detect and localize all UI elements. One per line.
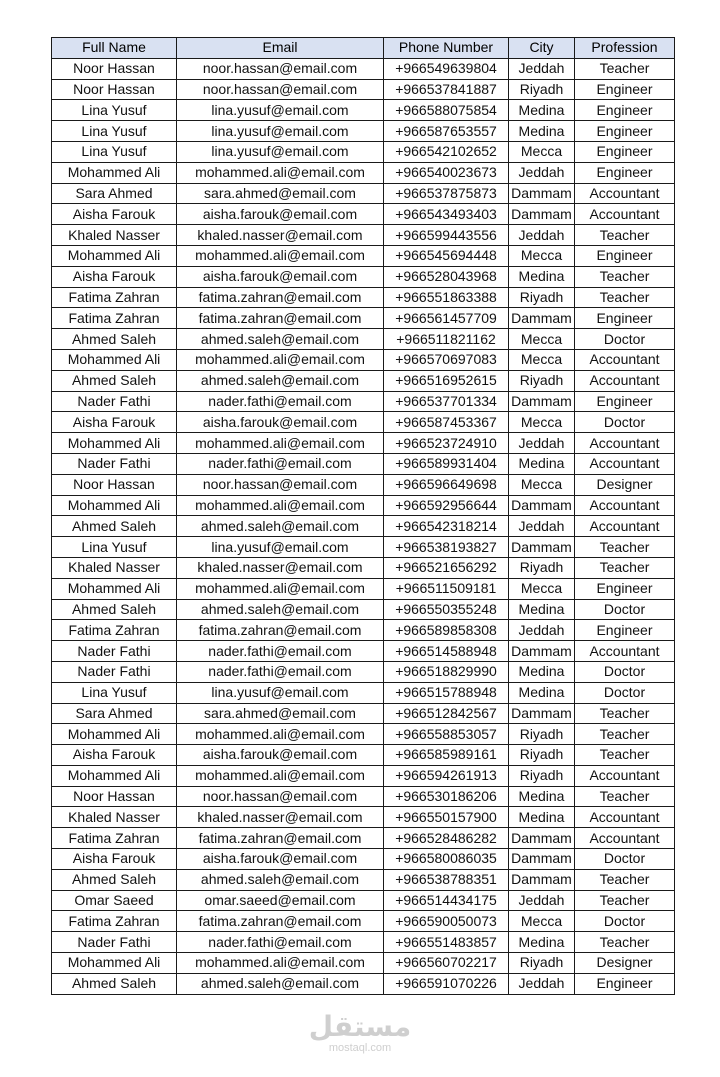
cell-email: sara.ahmed@email.com — [177, 183, 384, 204]
cell-email: nader.fathi@email.com — [177, 641, 384, 662]
cell-phone-number: +966537701334 — [384, 391, 509, 412]
cell-profession: Teacher — [575, 287, 675, 308]
cell-profession: Doctor — [575, 682, 675, 703]
cell-email: ahmed.saleh@email.com — [177, 599, 384, 620]
cell-full-name: Aisha Farouk — [52, 412, 177, 433]
table-row — [52, 183, 675, 204]
cell-phone-number: +966516952615 — [384, 370, 509, 391]
cell-full-name: Lina Yusuf — [52, 682, 177, 703]
mostaql-watermark — [300, 1012, 420, 1054]
cell-full-name: Ahmed Saleh — [52, 370, 177, 391]
table-row — [52, 953, 675, 974]
cell-profession: Doctor — [575, 599, 675, 620]
cell-city: Medina — [509, 932, 575, 953]
cell-profession: Engineer — [575, 100, 675, 121]
cell-phone-number: +966590050073 — [384, 911, 509, 932]
cell-phone-number: +966580086035 — [384, 849, 509, 870]
cell-email: fatima.zahran@email.com — [177, 308, 384, 329]
cell-city: Dammam — [509, 849, 575, 870]
table-row — [52, 745, 675, 766]
cell-profession: Teacher — [575, 745, 675, 766]
cell-city: Riyadh — [509, 765, 575, 786]
cell-city: Dammam — [509, 703, 575, 724]
cell-full-name: Nader Fathi — [52, 391, 177, 412]
cell-email: mohammed.ali@email.com — [177, 162, 384, 183]
cell-phone-number: +966589858308 — [384, 620, 509, 641]
cell-profession: Engineer — [575, 162, 675, 183]
cell-email: lina.yusuf@email.com — [177, 537, 384, 558]
table-row — [52, 495, 675, 516]
cell-phone-number: +966594261913 — [384, 765, 509, 786]
header-phone-number: Phone Number — [384, 38, 509, 59]
cell-email: noor.hassan@email.com — [177, 786, 384, 807]
cell-phone-number: +966540023673 — [384, 162, 509, 183]
cell-phone-number: +966514434175 — [384, 890, 509, 911]
cell-profession: Accountant — [575, 495, 675, 516]
cell-profession: Accountant — [575, 807, 675, 828]
cell-phone-number: +966551483857 — [384, 932, 509, 953]
cell-phone-number: +966551863388 — [384, 287, 509, 308]
cell-full-name: Omar Saeed — [52, 890, 177, 911]
cell-full-name: Nader Fathi — [52, 661, 177, 682]
cell-phone-number: +966550355248 — [384, 599, 509, 620]
cell-city: Dammam — [509, 641, 575, 662]
cell-profession: Doctor — [575, 412, 675, 433]
table-row — [52, 849, 675, 870]
cell-profession: Teacher — [575, 932, 675, 953]
cell-phone-number: +966587453367 — [384, 412, 509, 433]
table-row — [52, 453, 675, 474]
table-row — [52, 516, 675, 537]
cell-email: mohammed.ali@email.com — [177, 765, 384, 786]
cell-full-name: Nader Fathi — [52, 453, 177, 474]
cell-email: noor.hassan@email.com — [177, 79, 384, 100]
cell-phone-number: +966591070226 — [384, 973, 509, 994]
cell-profession: Teacher — [575, 724, 675, 745]
table-row — [52, 121, 675, 142]
cell-phone-number: +966587653557 — [384, 121, 509, 142]
cell-full-name: Nader Fathi — [52, 641, 177, 662]
cell-full-name: Ahmed Saleh — [52, 516, 177, 537]
cell-profession: Accountant — [575, 433, 675, 454]
table-row — [52, 308, 675, 329]
cell-full-name: Aisha Farouk — [52, 266, 177, 287]
cell-email: mohammed.ali@email.com — [177, 245, 384, 266]
table-row — [52, 391, 675, 412]
cell-city: Medina — [509, 100, 575, 121]
cell-phone-number: +966570697083 — [384, 349, 509, 370]
table-row — [52, 349, 675, 370]
cell-email: ahmed.saleh@email.com — [177, 973, 384, 994]
cell-email: aisha.farouk@email.com — [177, 204, 384, 225]
cell-city: Riyadh — [509, 79, 575, 100]
cell-profession: Accountant — [575, 370, 675, 391]
cell-email: fatima.zahran@email.com — [177, 911, 384, 932]
cell-phone-number: +966543493403 — [384, 204, 509, 225]
cell-phone-number: +966560702217 — [384, 953, 509, 974]
cell-full-name: Fatima Zahran — [52, 911, 177, 932]
cell-email: noor.hassan@email.com — [177, 58, 384, 79]
table-row — [52, 807, 675, 828]
cell-email: lina.yusuf@email.com — [177, 121, 384, 142]
cell-city: Mecca — [509, 474, 575, 495]
cell-city: Jeddah — [509, 890, 575, 911]
cell-city: Mecca — [509, 349, 575, 370]
cell-email: noor.hassan@email.com — [177, 474, 384, 495]
cell-full-name: Khaled Nasser — [52, 557, 177, 578]
table-row — [52, 786, 675, 807]
watermark-logo: مستقل — [308, 1010, 412, 1043]
watermark-site: mostaql.com — [328, 1042, 392, 1054]
cell-city: Medina — [509, 682, 575, 703]
cell-full-name: Ahmed Saleh — [52, 869, 177, 890]
table-row — [52, 225, 675, 246]
cell-city: Dammam — [509, 391, 575, 412]
table-row — [52, 287, 675, 308]
cell-email: aisha.farouk@email.com — [177, 266, 384, 287]
cell-email: omar.saeed@email.com — [177, 890, 384, 911]
cell-city: Jeddah — [509, 433, 575, 454]
cell-full-name: Mohammed Ali — [52, 245, 177, 266]
cell-profession: Designer — [575, 474, 675, 495]
cell-phone-number: +966588075854 — [384, 100, 509, 121]
cell-email: khaled.nasser@email.com — [177, 807, 384, 828]
cell-full-name: Fatima Zahran — [52, 828, 177, 849]
cell-email: mohammed.ali@email.com — [177, 349, 384, 370]
cell-email: aisha.farouk@email.com — [177, 412, 384, 433]
cell-phone-number: +966596649698 — [384, 474, 509, 495]
cell-phone-number: +966545694448 — [384, 245, 509, 266]
table-row — [52, 932, 675, 953]
cell-city: Dammam — [509, 828, 575, 849]
cell-email: mohammed.ali@email.com — [177, 495, 384, 516]
cell-email: lina.yusuf@email.com — [177, 100, 384, 121]
table-row — [52, 100, 675, 121]
cell-full-name: Noor Hassan — [52, 79, 177, 100]
cell-email: khaled.nasser@email.com — [177, 225, 384, 246]
cell-city: Mecca — [509, 911, 575, 932]
table-row — [52, 79, 675, 100]
cell-profession: Engineer — [575, 79, 675, 100]
cell-full-name: Mohammed Ali — [52, 433, 177, 454]
cell-city: Mecca — [509, 329, 575, 350]
cell-full-name: Aisha Farouk — [52, 204, 177, 225]
cell-full-name: Mohammed Ali — [52, 953, 177, 974]
cell-email: lina.yusuf@email.com — [177, 141, 384, 162]
table-row — [52, 162, 675, 183]
cell-city: Mecca — [509, 578, 575, 599]
cell-city: Medina — [509, 266, 575, 287]
cell-email: ahmed.saleh@email.com — [177, 370, 384, 391]
cell-city: Dammam — [509, 183, 575, 204]
cell-email: nader.fathi@email.com — [177, 932, 384, 953]
cell-phone-number: +966542102652 — [384, 141, 509, 162]
table-row — [52, 869, 675, 890]
table-row — [52, 266, 675, 287]
cell-phone-number: +966521656292 — [384, 557, 509, 578]
cell-profession: Engineer — [575, 578, 675, 599]
cell-profession: Teacher — [575, 537, 675, 558]
cell-phone-number: +966549639804 — [384, 58, 509, 79]
table-row — [52, 641, 675, 662]
cell-phone-number: +966514588948 — [384, 641, 509, 662]
cell-email: lina.yusuf@email.com — [177, 682, 384, 703]
cell-profession: Accountant — [575, 453, 675, 474]
table-row — [52, 412, 675, 433]
cell-phone-number: +966518829990 — [384, 661, 509, 682]
cell-full-name: Sara Ahmed — [52, 703, 177, 724]
cell-phone-number: +966511821162 — [384, 329, 509, 350]
table-row — [52, 828, 675, 849]
table-row — [52, 724, 675, 745]
cell-full-name: Ahmed Saleh — [52, 599, 177, 620]
table-row — [52, 329, 675, 350]
cell-city: Jeddah — [509, 973, 575, 994]
cell-email: mohammed.ali@email.com — [177, 724, 384, 745]
cell-profession: Teacher — [575, 890, 675, 911]
cell-email: nader.fathi@email.com — [177, 661, 384, 682]
cell-profession: Accountant — [575, 765, 675, 786]
cell-phone-number: +966561457709 — [384, 308, 509, 329]
cell-phone-number: +966538193827 — [384, 537, 509, 558]
cell-profession: Engineer — [575, 245, 675, 266]
cell-city: Jeddah — [509, 516, 575, 537]
cell-profession: Engineer — [575, 391, 675, 412]
header-city: City — [509, 38, 575, 59]
cell-email: fatima.zahran@email.com — [177, 287, 384, 308]
cell-profession: Engineer — [575, 141, 675, 162]
cell-full-name: Noor Hassan — [52, 474, 177, 495]
cell-phone-number: +966538788351 — [384, 869, 509, 890]
cell-city: Medina — [509, 786, 575, 807]
cell-phone-number: +966558853057 — [384, 724, 509, 745]
cell-email: ahmed.saleh@email.com — [177, 869, 384, 890]
cell-email: ahmed.saleh@email.com — [177, 329, 384, 350]
cell-phone-number: +966528486282 — [384, 828, 509, 849]
cell-city: Mecca — [509, 141, 575, 162]
cell-profession: Doctor — [575, 911, 675, 932]
table-row — [52, 141, 675, 162]
cell-full-name: Ahmed Saleh — [52, 973, 177, 994]
cell-full-name: Noor Hassan — [52, 58, 177, 79]
cell-profession: Designer — [575, 953, 675, 974]
cell-city: Medina — [509, 121, 575, 142]
cell-city: Medina — [509, 807, 575, 828]
table-row — [52, 911, 675, 932]
table-row — [52, 58, 675, 79]
cell-city: Riyadh — [509, 724, 575, 745]
cell-phone-number: +966515788948 — [384, 682, 509, 703]
cell-full-name: Khaled Nasser — [52, 807, 177, 828]
cell-city: Dammam — [509, 869, 575, 890]
cell-profession: Engineer — [575, 121, 675, 142]
table-row — [52, 474, 675, 495]
cell-profession: Doctor — [575, 661, 675, 682]
table-row — [52, 537, 675, 558]
cell-city: Jeddah — [509, 620, 575, 641]
cell-full-name: Ahmed Saleh — [52, 329, 177, 350]
cell-phone-number: +966528043968 — [384, 266, 509, 287]
cell-phone-number: +966530186206 — [384, 786, 509, 807]
cell-email: ahmed.saleh@email.com — [177, 516, 384, 537]
cell-email: mohammed.ali@email.com — [177, 433, 384, 454]
cell-city: Riyadh — [509, 287, 575, 308]
cell-email: fatima.zahran@email.com — [177, 828, 384, 849]
cell-profession: Accountant — [575, 183, 675, 204]
cell-profession: Doctor — [575, 849, 675, 870]
cell-phone-number: +966537841887 — [384, 79, 509, 100]
cell-profession: Engineer — [575, 308, 675, 329]
cell-phone-number: +966589931404 — [384, 453, 509, 474]
cell-profession: Accountant — [575, 204, 675, 225]
cell-profession: Engineer — [575, 620, 675, 641]
cell-full-name: Mohammed Ali — [52, 495, 177, 516]
cell-email: mohammed.ali@email.com — [177, 578, 384, 599]
cell-city: Medina — [509, 599, 575, 620]
cell-city: Dammam — [509, 495, 575, 516]
cell-city: Riyadh — [509, 557, 575, 578]
cell-city: Mecca — [509, 412, 575, 433]
cell-full-name: Lina Yusuf — [52, 141, 177, 162]
table-row — [52, 973, 675, 994]
cell-email: khaled.nasser@email.com — [177, 557, 384, 578]
cell-email: aisha.farouk@email.com — [177, 849, 384, 870]
cell-full-name: Fatima Zahran — [52, 308, 177, 329]
cell-city: Dammam — [509, 308, 575, 329]
cell-profession: Accountant — [575, 828, 675, 849]
cell-email: mohammed.ali@email.com — [177, 953, 384, 974]
cell-profession: Teacher — [575, 703, 675, 724]
cell-city: Jeddah — [509, 162, 575, 183]
cell-profession: Teacher — [575, 58, 675, 79]
cell-full-name: Fatima Zahran — [52, 620, 177, 641]
cell-profession: Teacher — [575, 225, 675, 246]
cell-phone-number: +966592956644 — [384, 495, 509, 516]
data-table — [51, 37, 675, 995]
table-row — [52, 682, 675, 703]
cell-profession: Engineer — [575, 973, 675, 994]
cell-city: Riyadh — [509, 953, 575, 974]
cell-email: fatima.zahran@email.com — [177, 620, 384, 641]
cell-full-name: Lina Yusuf — [52, 100, 177, 121]
cell-full-name: Sara Ahmed — [52, 183, 177, 204]
cell-full-name: Lina Yusuf — [52, 121, 177, 142]
cell-profession: Accountant — [575, 516, 675, 537]
cell-city: Riyadh — [509, 745, 575, 766]
table-row — [52, 578, 675, 599]
cell-full-name: Mohammed Ali — [52, 162, 177, 183]
cell-profession: Doctor — [575, 329, 675, 350]
cell-full-name: Mohammed Ali — [52, 349, 177, 370]
header-profession: Profession — [575, 38, 675, 59]
cell-full-name: Mohammed Ali — [52, 724, 177, 745]
cell-email: nader.fathi@email.com — [177, 391, 384, 412]
cell-full-name: Mohammed Ali — [52, 765, 177, 786]
cell-city: Medina — [509, 453, 575, 474]
cell-email: sara.ahmed@email.com — [177, 703, 384, 724]
cell-phone-number: +966523724910 — [384, 433, 509, 454]
cell-email: nader.fathi@email.com — [177, 453, 384, 474]
cell-full-name: Aisha Farouk — [52, 849, 177, 870]
cell-profession: Teacher — [575, 786, 675, 807]
table-row — [52, 433, 675, 454]
cell-city: Mecca — [509, 245, 575, 266]
cell-profession: Accountant — [575, 349, 675, 370]
cell-city: Medina — [509, 661, 575, 682]
cell-city: Jeddah — [509, 225, 575, 246]
cell-full-name: Lina Yusuf — [52, 537, 177, 558]
cell-full-name: Khaled Nasser — [52, 225, 177, 246]
cell-full-name: Nader Fathi — [52, 932, 177, 953]
table-row — [52, 204, 675, 225]
table-row — [52, 661, 675, 682]
cell-email: aisha.farouk@email.com — [177, 745, 384, 766]
header-row — [52, 38, 675, 59]
cell-full-name: Aisha Farouk — [52, 745, 177, 766]
table-row — [52, 245, 675, 266]
table-row — [52, 765, 675, 786]
header-email: Email — [177, 38, 384, 59]
cell-city: Riyadh — [509, 370, 575, 391]
cell-phone-number: +966585989161 — [384, 745, 509, 766]
cell-city: Dammam — [509, 204, 575, 225]
table-row — [52, 703, 675, 724]
cell-full-name: Noor Hassan — [52, 786, 177, 807]
cell-phone-number: +966542318214 — [384, 516, 509, 537]
cell-full-name: Mohammed Ali — [52, 578, 177, 599]
table-row — [52, 557, 675, 578]
cell-phone-number: +966599443556 — [384, 225, 509, 246]
cell-profession: Teacher — [575, 869, 675, 890]
cell-profession: Accountant — [575, 641, 675, 662]
cell-full-name: Fatima Zahran — [52, 287, 177, 308]
table-body — [52, 58, 675, 994]
table-row — [52, 890, 675, 911]
cell-city: Dammam — [509, 537, 575, 558]
cell-profession: Teacher — [575, 557, 675, 578]
cell-phone-number: +966550157900 — [384, 807, 509, 828]
cell-profession: Teacher — [575, 266, 675, 287]
cell-phone-number: +966537875873 — [384, 183, 509, 204]
table-row — [52, 370, 675, 391]
table-row — [52, 599, 675, 620]
cell-phone-number: +966512842567 — [384, 703, 509, 724]
cell-phone-number: +966511509181 — [384, 578, 509, 599]
table-row — [52, 620, 675, 641]
cell-city: Jeddah — [509, 58, 575, 79]
header-full-name: Full Name — [52, 38, 177, 59]
